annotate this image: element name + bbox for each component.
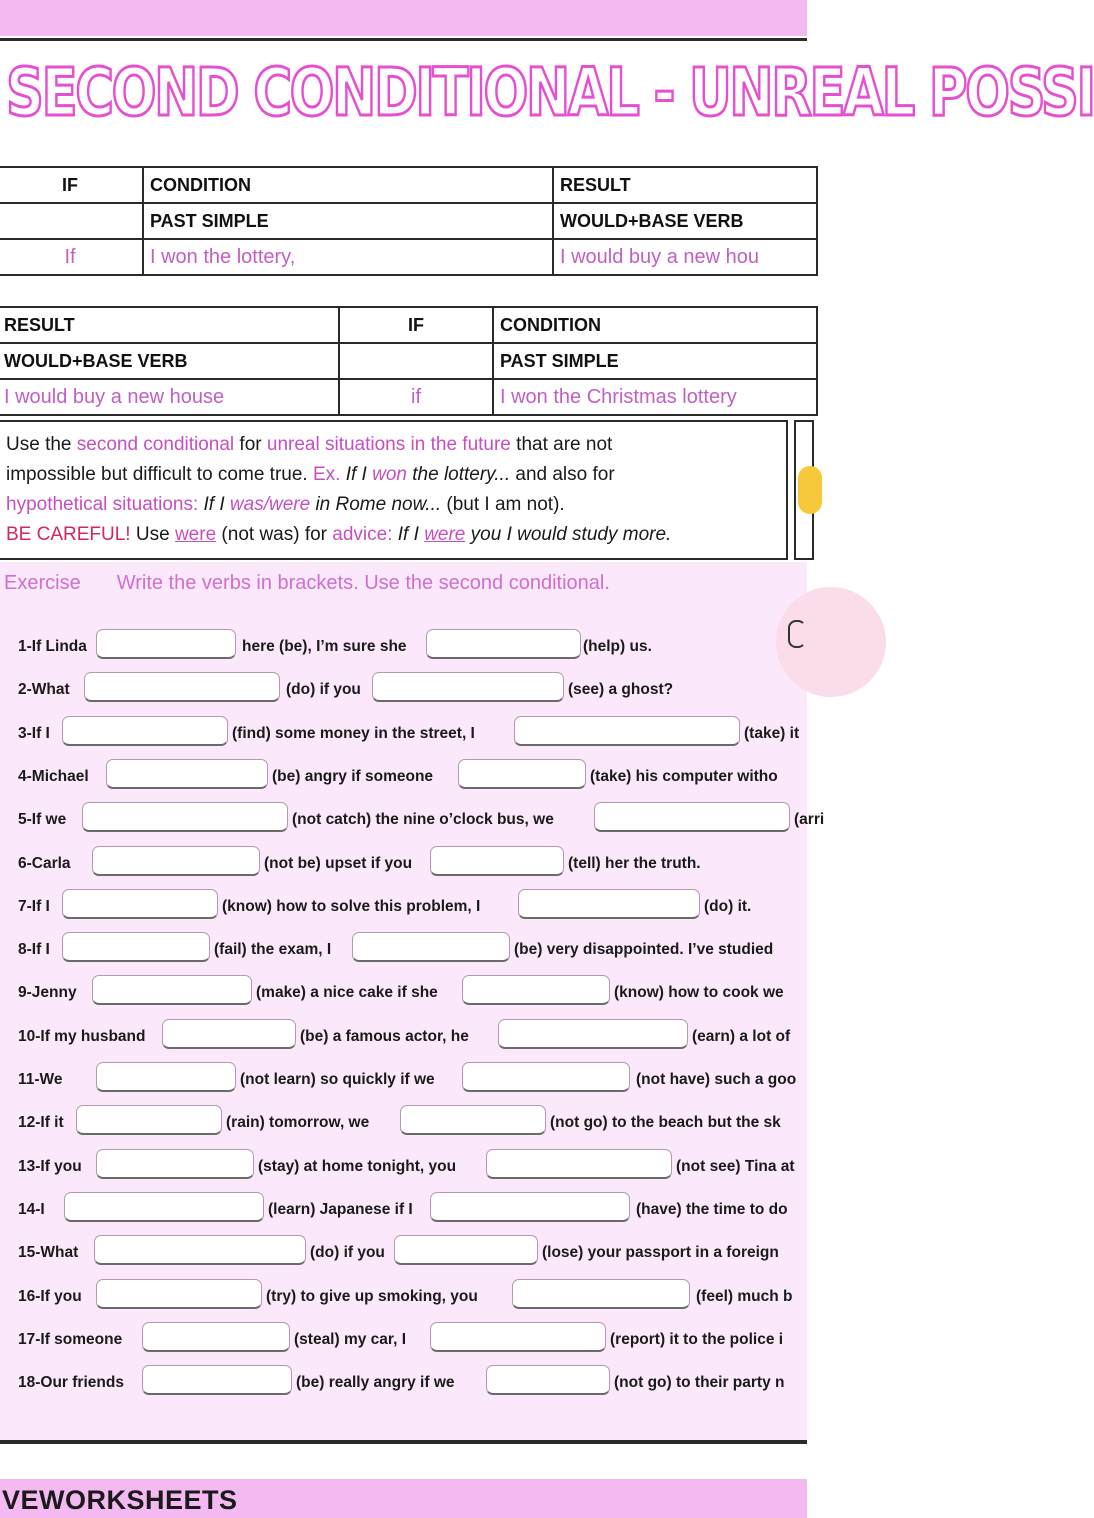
answer-input-1[interactable] — [64, 1192, 264, 1222]
exercise-prompt-middle: (stay) at home tonight, you — [258, 1157, 457, 1175]
exercise-prompt-end: (earn) a lot of — [692, 1027, 791, 1045]
exercise-prompt-middle: (steal) my car, I — [294, 1330, 407, 1348]
answer-input-1[interactable] — [96, 1062, 236, 1092]
rules-box — [0, 420, 788, 560]
t2-header-result: RESULT — [0, 307, 339, 343]
t2-header-if: IF — [339, 307, 493, 343]
answer-input-1[interactable] — [62, 716, 228, 746]
rules-line-4 — [6, 520, 778, 550]
exercise-prompt-start: 3-If I — [18, 724, 50, 742]
answer-input-2[interactable] — [400, 1105, 546, 1135]
exercise-prompt-end: (not go) to their party n — [614, 1374, 785, 1392]
t2-sub-condition: PAST SIMPLE — [493, 343, 817, 379]
exercise-prompt-end: (know) how to cook we — [614, 984, 784, 1002]
t2-example-result: I would buy a new house — [0, 379, 339, 415]
answer-input-2[interactable] — [512, 1279, 690, 1309]
answer-input-1[interactable] — [106, 759, 268, 789]
exercise-prompt-middle: (not be) upset if you — [264, 854, 413, 872]
answer-input-2[interactable] — [372, 672, 564, 702]
t1-sub-result: WOULD+BASE VERB — [553, 203, 817, 239]
exercise-prompt-middle: (rain) tomorrow, we — [226, 1114, 370, 1132]
exercise-prompt-end: (be) very disappointed. I’ve studied — [514, 941, 774, 959]
rules-highlight: hypothetical situations: — [6, 494, 199, 515]
t1-header-if: IF — [0, 167, 143, 203]
exercise-prompt-start: 2-What — [18, 681, 70, 699]
rules-text: Use — [130, 524, 175, 545]
t1-example-result: I would buy a new hou — [553, 239, 817, 275]
rules-line-3 — [6, 490, 778, 520]
rules-highlight: advice: — [332, 524, 393, 545]
answer-input-1[interactable] — [96, 1149, 254, 1179]
exercise-prompt-middle: (be) angry if someone — [272, 767, 434, 785]
rules-highlight: unreal situations in the future — [266, 434, 511, 455]
exercise-prompt-start: 4-Michael — [18, 767, 89, 785]
rules-highlight: were — [174, 524, 217, 545]
rules-text: Use the — [6, 434, 77, 455]
decorative-blob — [798, 466, 822, 514]
exercise-heading — [4, 572, 610, 595]
rules-text: (but I am not). — [441, 494, 565, 515]
exercise-prompt-end: (report) it to the police i — [610, 1330, 784, 1348]
t2-sub-if — [339, 343, 493, 379]
rules-example: If I — [340, 464, 373, 485]
structure-table-if-first — [0, 166, 818, 276]
exercise-prompt-start: 1-If Linda — [18, 638, 87, 655]
rules-example: If I — [198, 494, 230, 515]
top-band — [0, 0, 807, 36]
answer-input-2[interactable] — [462, 1062, 630, 1092]
answer-input-2[interactable] — [430, 1192, 630, 1222]
exercise-prompt-end: (not go) to the beach but the sk — [550, 1114, 781, 1132]
exercise-prompt-start: 18-Our friends — [18, 1374, 124, 1392]
exercise-prompt-middle: (find) some money in the street, I — [232, 724, 475, 742]
exercise-prompt-end: (not have) such a goo — [636, 1071, 797, 1088]
rules-text: impossible but difficult to come true. — [6, 464, 313, 485]
exercise-prompt-middle: (try) to give up smoking, you — [266, 1287, 478, 1305]
top-rule — [0, 38, 807, 41]
exercise-prompt-middle: (fail) the exam, I — [214, 941, 332, 959]
answer-input-2[interactable] — [518, 889, 700, 919]
exercise-prompt-start: 17-If someone — [18, 1330, 123, 1348]
t1-sub-if — [0, 203, 143, 239]
answer-input-2[interactable] — [426, 629, 581, 659]
answer-input-1[interactable] — [62, 932, 210, 962]
answer-input-2[interactable] — [498, 1019, 688, 1049]
exercise-prompt-middle: (be) a famous actor, he — [300, 1027, 469, 1045]
exercise-prompt-middle: (make) a nice cake if she — [256, 984, 438, 1002]
t1-example-if: If — [0, 239, 143, 275]
answer-input-1[interactable] — [94, 1235, 306, 1265]
answer-input-2[interactable] — [594, 802, 790, 832]
rules-example: the lottery... — [406, 464, 511, 485]
exercise-prompt-middle: (do) if you — [286, 681, 361, 699]
rules-example: If I — [392, 524, 425, 545]
exercise-prompt-end: (arri — [794, 811, 825, 829]
exercise-prompt-end: (help) us. — [583, 638, 652, 655]
exercise-prompt-start: 10-If my husband — [18, 1027, 146, 1045]
answer-input-2[interactable] — [486, 1365, 610, 1395]
exercise-prompt-start: 8-If I — [18, 941, 50, 959]
answer-input-1[interactable] — [96, 629, 236, 659]
answer-input-1[interactable] — [76, 1105, 222, 1135]
answer-input-2[interactable] — [352, 932, 510, 962]
answer-input-1[interactable] — [62, 889, 218, 919]
answer-input-1[interactable] — [92, 975, 252, 1005]
exercise-label: Exercise — [4, 572, 81, 594]
answer-input-2[interactable] — [394, 1235, 538, 1265]
answer-input-2[interactable] — [430, 846, 564, 876]
answer-input-2[interactable] — [514, 716, 740, 746]
exercise-prompt-end: (see) a ghost? — [568, 681, 674, 699]
page-title: SECOND CONDITIONAL - UNREAL POSSI — [6, 54, 1094, 131]
t1-example-condition: I won the lottery, — [143, 239, 553, 275]
rules-text: (not was) for — [216, 524, 333, 545]
exercise-prompt-middle: (not catch) the nine o’clock bus, we — [292, 811, 554, 829]
exercise-prompt-start: 7-If I — [18, 897, 50, 915]
answer-input-1[interactable] — [92, 846, 260, 876]
exercise-prompt-end: (lose) your passport in a foreign — [542, 1244, 779, 1262]
exercise-prompt-middle: (be) really angry if we — [296, 1374, 455, 1392]
exercise-prompt-start: 13-If you — [18, 1157, 82, 1175]
exercise-prompt-start: 5-If we — [18, 811, 67, 829]
answer-input-1[interactable] — [142, 1322, 290, 1352]
answer-input-2[interactable] — [486, 1149, 672, 1179]
rules-line-2 — [6, 460, 778, 490]
t2-example-condition: I won the Christmas lottery — [493, 379, 817, 415]
exercise-prompt-middle: (know) how to solve this problem, I — [222, 897, 481, 915]
exercise-prompt-end: (take) his computer witho — [590, 767, 778, 785]
t2-header-condition: CONDITION — [493, 307, 817, 343]
answer-input-1[interactable] — [96, 1279, 262, 1309]
exercise-prompt-middle: (do) if you — [310, 1244, 385, 1262]
rules-warning: BE CAREFUL! — [6, 524, 131, 545]
exercise-prompt-middle: here (be), I’m sure she — [242, 638, 407, 655]
structure-table-result-first — [0, 306, 818, 416]
t1-header-result: RESULT — [553, 167, 817, 203]
answer-input-1[interactable] — [162, 1019, 296, 1049]
exercise-prompt-end: (feel) much b — [696, 1287, 793, 1305]
exercise-prompt-start: 6-Carla — [18, 854, 71, 872]
rules-highlight: second conditional — [76, 434, 235, 455]
t1-sub-condition: PAST SIMPLE — [143, 203, 553, 239]
footer-brand: VEWORKSHEETS — [2, 1485, 238, 1515]
exercise-prompt-middle: (learn) Japanese if I — [268, 1200, 413, 1218]
exercise-prompt-start: 16-If you — [18, 1287, 82, 1305]
exercise-prompt-start: 15-What — [18, 1244, 79, 1262]
rules-text: for — [234, 434, 267, 455]
rules-text: and also for — [510, 464, 615, 485]
answer-input-2[interactable] — [462, 975, 610, 1005]
rules-example: in Rome now... — [310, 494, 442, 515]
exercise-prompt-start: 12-If it — [18, 1114, 64, 1132]
exercise-instruction: Write the verbs in brackets. Use the second conditional. — [116, 572, 610, 594]
answer-input-2[interactable] — [458, 759, 586, 789]
rules-text: that are not — [510, 434, 613, 455]
bottom-rule — [0, 1440, 807, 1444]
t2-example-if: if — [339, 379, 493, 415]
answer-input-1[interactable] — [142, 1365, 292, 1395]
rules-highlight: were — [424, 524, 466, 545]
rules-example: you I would study more. — [465, 524, 672, 545]
exercise-prompt-end: (have) the time to do — [636, 1200, 788, 1218]
t2-sub-result: WOULD+BASE VERB — [0, 343, 339, 379]
exercise-prompt-middle: (not learn) so quickly if we — [240, 1071, 435, 1088]
rules-highlight: won — [372, 464, 407, 485]
answer-input-2[interactable] — [430, 1322, 606, 1352]
decorative-squiggle-icon — [788, 620, 806, 648]
rules-highlight: Ex. — [312, 464, 341, 485]
exercise-prompt-start: 14-I — [18, 1200, 45, 1218]
exercise-prompt-end: (not see) Tina at — [676, 1157, 795, 1175]
answer-input-1[interactable] — [84, 672, 280, 702]
answer-input-1[interactable] — [82, 802, 288, 832]
t1-header-condition: CONDITION — [143, 167, 553, 203]
exercise-prompt-end: (take) it — [744, 724, 800, 742]
rules-highlight: was/were — [229, 494, 311, 515]
exercise-prompt-end: (do) it. — [704, 897, 752, 915]
exercise-prompt-end: (tell) her the truth. — [568, 854, 701, 872]
exercise-prompt-start: 11-We — [18, 1071, 63, 1088]
exercise-prompt-start: 9-Jenny — [18, 984, 77, 1002]
rules-line-1 — [6, 430, 778, 460]
